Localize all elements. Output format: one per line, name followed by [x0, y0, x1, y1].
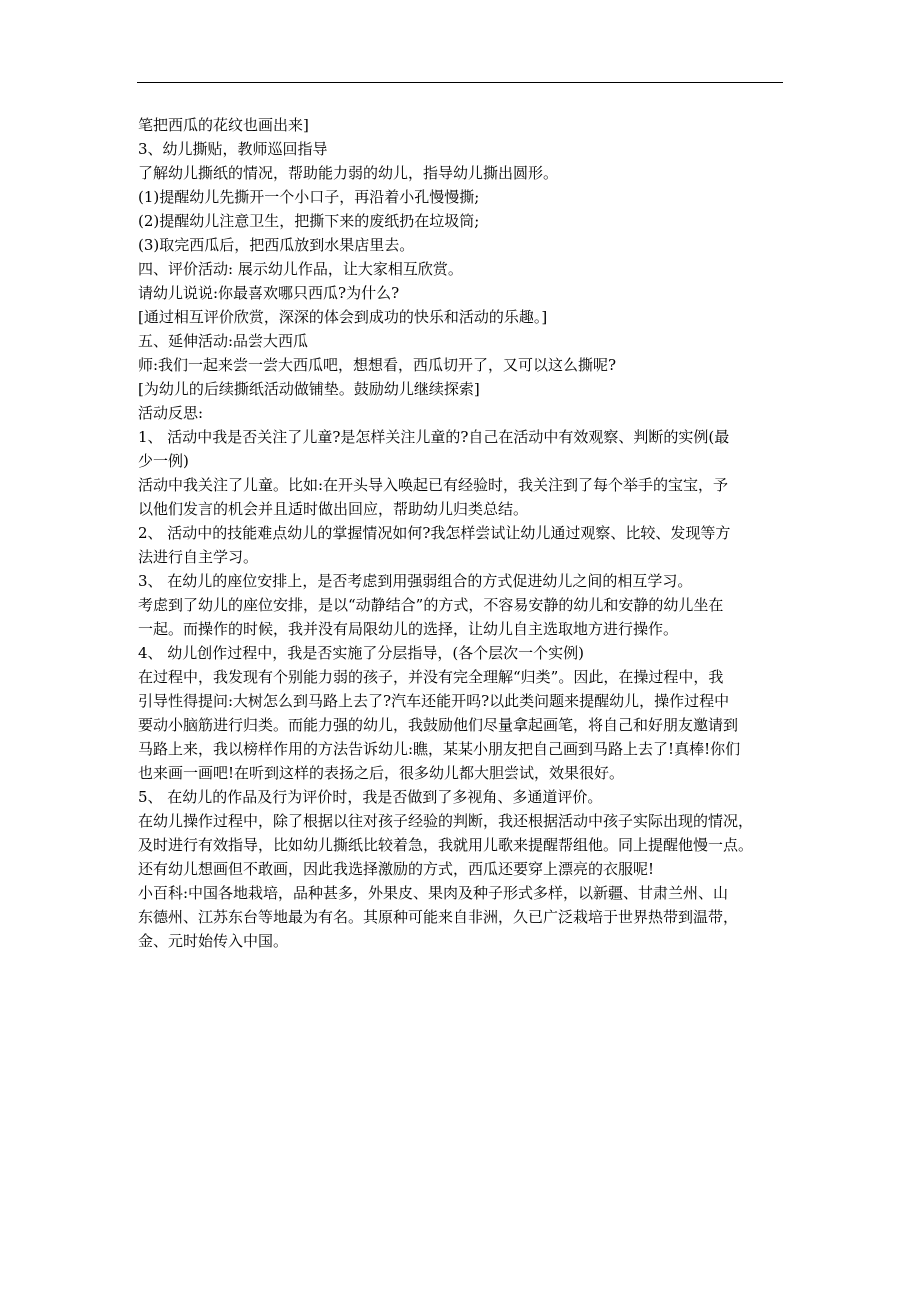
text-line: 还有幼儿想画但不敢画，因此我选择激励的方式，西瓜还要穿上漂亮的衣服呢! [138, 860, 655, 878]
text-line: 引导性得提问:大树怎么到马路上去了?汽车还能开吗?以此类问题来提醒幼儿，操作过程中 [138, 692, 730, 710]
text-line: 也来画一画吧!在听到这样的表扬之后，很多幼儿都大胆尝试，效果很好。 [138, 764, 625, 782]
text-line: 3、 在幼儿的座位安排上，是否考虑到用强弱组合的方式促进幼儿之间的相互学习。 [138, 572, 693, 590]
text-line: 以他们发言的机会并且适时做出回应，帮助幼儿归类总结。 [138, 500, 529, 518]
text-line: 及时进行有效指导，比如幼儿撕纸比较着急，我就用儿歌来提醒帮组他。同上提醒他慢一点。 [138, 836, 754, 854]
text-line: 了解幼儿撕纸的情况，帮助能力弱的幼儿，指导幼儿撕出圆形。 [138, 164, 559, 182]
text-line: 法进行自主学习。 [138, 548, 259, 566]
text-line: 5、 在幼儿的作品及行为评价时，我是否做到了多视角、多通道评价。 [138, 788, 603, 806]
text-line: 要动小脑筋进行归类。而能力强的幼儿，我鼓励他们尽量拿起画笔，将自己和好朋友邀请到 [138, 716, 739, 734]
text-line: (2)提醒幼儿注意卫生，把撕下来的废纸扔在垃圾筒; [138, 212, 480, 230]
text-line: 活动反思: [138, 404, 204, 422]
text-line: 考虑到了幼儿的座位安排，是以“动静结合”的方式，不容易安静的幼儿和安静的幼儿坐在 [138, 596, 724, 614]
text-line: [通过相互评价欣赏，深深的体会到成功的快乐和活动的乐趣。] [138, 308, 548, 326]
text-line: 4、 幼儿创作过程中，我是否实施了分层指导，(各个层次一个实例) [138, 644, 585, 662]
text-line: 师:我们一起来尝一尝大西瓜吧，想想看，西瓜切开了，又可以这么撕呢? [138, 356, 617, 374]
text-line: 2、 活动中的技能难点幼儿的掌握情况如何?我怎样尝试让幼儿通过观察、比较、发现等方 [138, 524, 731, 542]
text-line: 五、延伸活动:品尝大西瓜 [138, 332, 309, 350]
header-rule [137, 82, 783, 83]
document-body [138, 113, 790, 953]
text-line: 小百科:中国各地栽培，品种甚多，外果皮、果肉及种子形式多样，以新疆、甘肃兰州、山 [138, 884, 729, 902]
text-line: 1、 活动中我是否关注了儿童?是怎样关注儿童的?自己在活动中有效观察、判断的实例(最 [138, 428, 730, 446]
text-line: 活动中我关注了儿童。比如:在开头导入唤起已有经验时，我关注到了每个举手的宝宝，予 [138, 476, 729, 494]
text-line: 在幼儿操作过程中，除了根据以往对孩子经验的判断，我还根据活动中孩子实际出现的情况， [138, 812, 754, 830]
text-line: [为幼儿的后续撕纸活动做铺垫。鼓励幼儿继续探索] [138, 380, 480, 398]
text-line: 东德州、江苏东台等地最为有名。其原种可能来自非洲，久已广泛栽培于世界热带到温带， [138, 908, 739, 926]
text-line: 马路上来，我以榜样作用的方法告诉幼儿:瞧，某某小朋友把自己画到马路上去了!真棒!你们 [138, 740, 741, 758]
text-line: (1)提醒幼儿先撕开一个小口子，再沿着小孔慢慢撕; [138, 188, 480, 206]
text-line: 一起。而操作的时候，我并没有局限幼儿的选择，让幼儿自主选取地方进行操作。 [138, 620, 679, 638]
text-line: (3)取完西瓜后，把西瓜放到水果店里去。 [138, 236, 415, 254]
text-line: 3、幼儿撕贴，教师巡回指导 [138, 140, 328, 158]
text-line: 四、评价活动: 展示幼儿作品，让大家相互欣赏。 [138, 260, 463, 278]
text-line: 少一例) [138, 452, 189, 470]
text-line: 在过程中，我发现有个别能力弱的孩子，并没有完全理解“归类”。因此，在操过程中，我 [138, 668, 724, 686]
text-line: 金、元时始传入中国。 [138, 932, 289, 950]
text-line: 请幼儿说说:你最喜欢哪只西瓜?为什么? [138, 284, 400, 302]
text-line: 笔把西瓜的花纹也画出来] [138, 116, 309, 134]
